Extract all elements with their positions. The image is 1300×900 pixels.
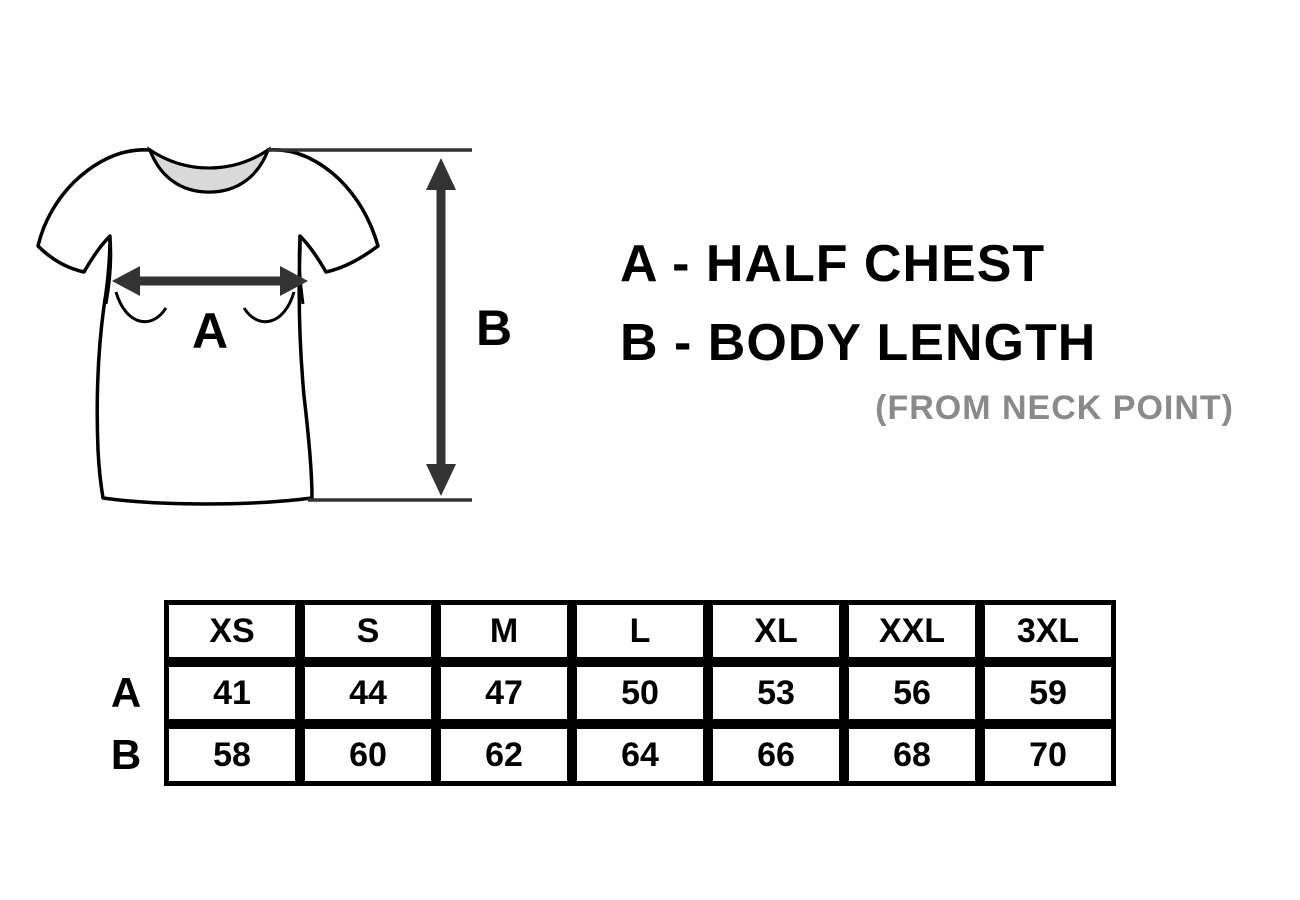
legend — [620, 225, 1240, 428]
table-corner-cell — [92, 600, 164, 662]
legend-body-length: B - BODY LENGTH — [620, 314, 1097, 373]
tshirt-measurement-illustration — [0, 0, 560, 560]
cell-a-s: 44 — [300, 662, 436, 724]
cell-b-l: 64 — [572, 724, 708, 786]
body-length-arrow — [426, 158, 456, 496]
header-3xl: 3XL — [980, 600, 1116, 662]
cell-b-s: 60 — [300, 724, 436, 786]
cell-b-xxl: 68 — [844, 724, 980, 786]
legend-neck-point-note: (FROM NECK POINT) — [875, 389, 1234, 428]
cell-a-m: 47 — [436, 662, 572, 724]
cell-a-l: 50 — [572, 662, 708, 724]
table-row — [92, 662, 1116, 724]
cell-a-3xl: 59 — [980, 662, 1116, 724]
header-s: S — [300, 600, 436, 662]
legend-half-chest: A - HALF CHEST — [620, 235, 1046, 293]
cell-b-xs: 58 — [164, 724, 300, 786]
cell-a-xxl: 56 — [844, 662, 980, 724]
header-m: M — [436, 600, 572, 662]
header-l: L — [572, 600, 708, 662]
cell-b-m: 62 — [436, 724, 572, 786]
label-b: B — [475, 300, 513, 356]
size-table — [92, 600, 1116, 786]
header-xxl: XXL — [844, 600, 980, 662]
table-header-row — [92, 600, 1116, 662]
cell-b-3xl: 70 — [980, 724, 1116, 786]
table-row — [92, 724, 1116, 786]
row-label-a: A — [110, 669, 142, 716]
cell-b-xl: 66 — [708, 724, 844, 786]
size-table-container — [92, 600, 1116, 786]
row-label-b: B — [110, 731, 142, 778]
cell-a-xl: 53 — [708, 662, 844, 724]
cell-a-xs: 41 — [164, 662, 300, 724]
label-a: A — [191, 303, 229, 359]
header-xl: XL — [708, 600, 844, 662]
header-xs: XS — [164, 600, 300, 662]
